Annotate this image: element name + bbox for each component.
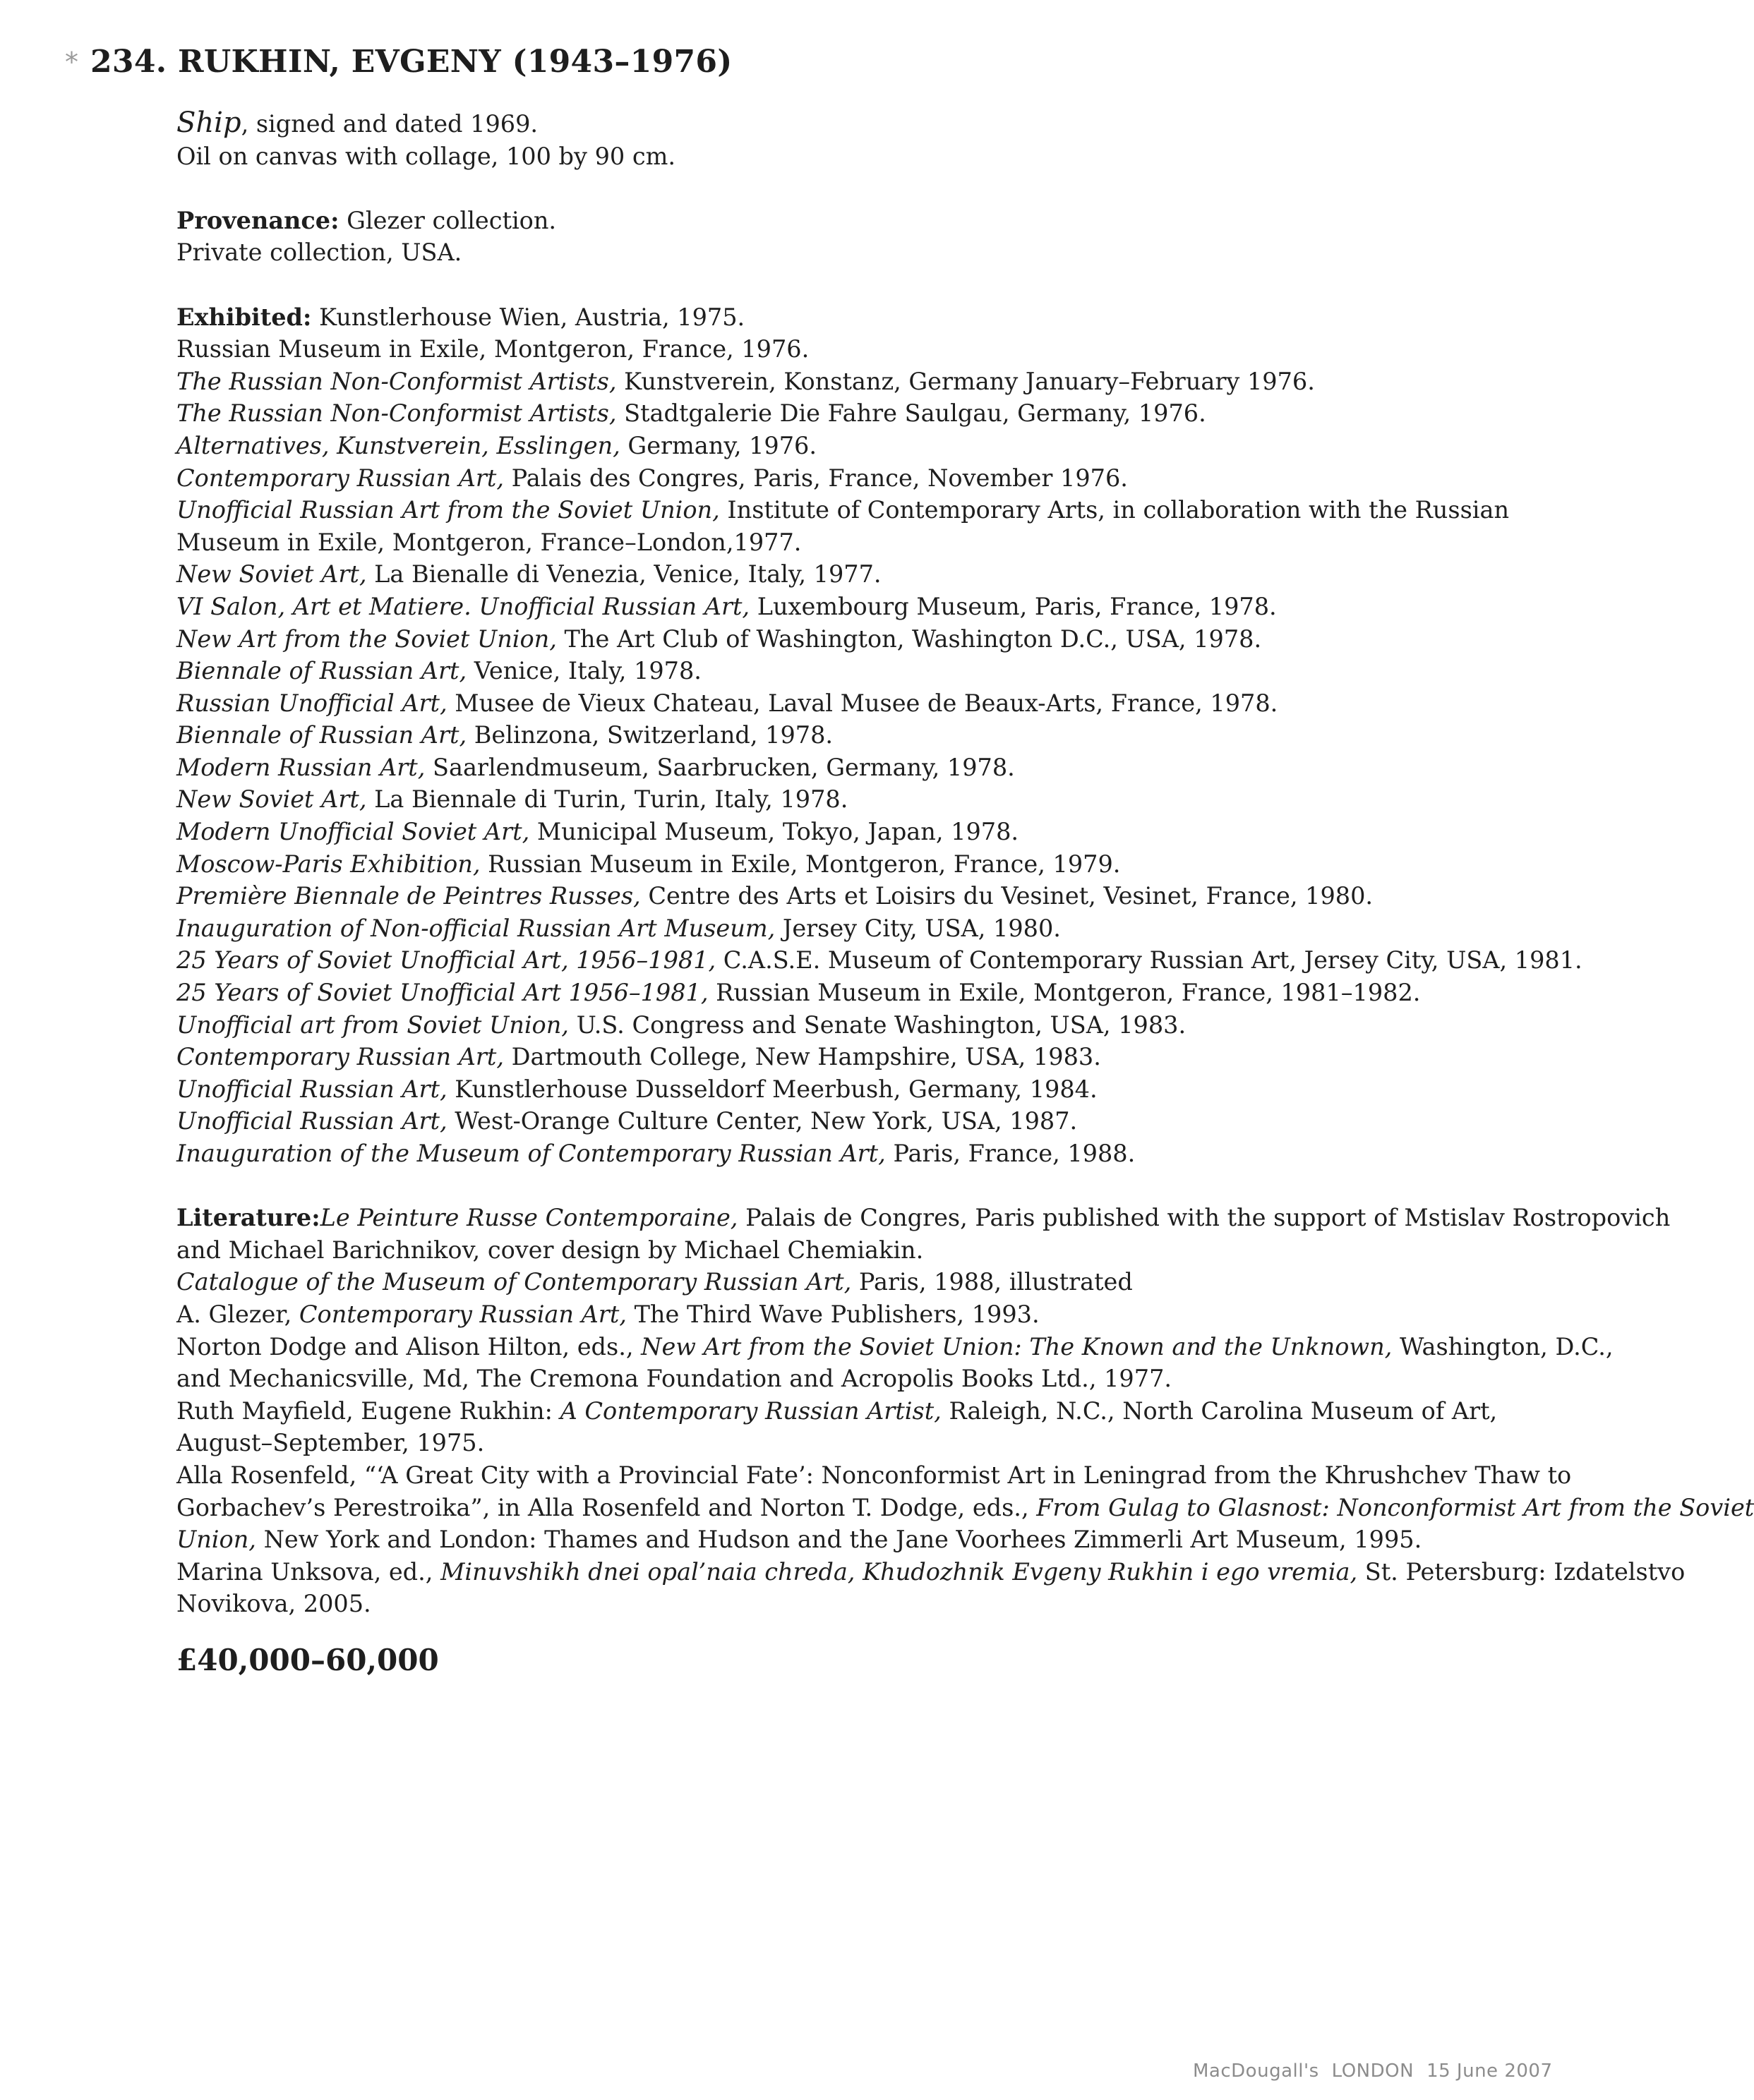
literature-text: A. Glezer, bbox=[176, 1300, 299, 1328]
literature-title: Contemporary Russian Art, bbox=[299, 1300, 627, 1328]
literature-text: Alla Rosenfeld, “‘A Great City with a Provincial Fate’: Nonconformist Art in Leningrad from the Khrushchev Thaw to bbox=[176, 1461, 1572, 1489]
exhibited-line bbox=[176, 752, 1560, 784]
exhibition-title: Inauguration of the Museum of Contemporary Russian Art, bbox=[176, 1140, 886, 1167]
literature-line bbox=[176, 1298, 1560, 1331]
exhibition-title: The Russian Non-Conformist Artists, bbox=[176, 399, 617, 428]
exhibition-venue: Jersey City, USA, 1980. bbox=[775, 914, 1061, 942]
literature-text: Raleigh, N.C., North Carolina Museum of Art, bbox=[941, 1396, 1498, 1425]
exhibited-line bbox=[176, 1073, 1560, 1106]
literature-text: Ruth Mayfield, Eugene Rukhin: bbox=[176, 1396, 560, 1425]
exhibition-venue: Luxembourg Museum, Paris, France, 1978. bbox=[750, 592, 1277, 620]
artwork-title-line bbox=[176, 107, 1560, 140]
provenance-line: Private collection, USA. bbox=[176, 239, 462, 267]
exhibition-title: Unofficial Russian Art from the Soviet Union, bbox=[176, 496, 720, 524]
exhibited-list bbox=[176, 333, 1582, 1169]
artwork-signed: , signed and dated 1969. bbox=[241, 110, 539, 138]
exhibition-title: Inauguration of Non-official Russian Art Museum, bbox=[176, 914, 776, 942]
exhibited-line bbox=[176, 783, 1560, 816]
exhibition-venue: Dartmouth College, New Hampshire, USA, 1983. bbox=[504, 1043, 1101, 1071]
literature-title: From Gulag to Glasnost: Nonconformist Art from the Soviet bbox=[1036, 1493, 1754, 1521]
footer-publisher: MacDougall's bbox=[1193, 2060, 1319, 2082]
literature-line bbox=[176, 1427, 1560, 1459]
exhibited-line bbox=[176, 623, 1560, 656]
literature-line bbox=[176, 1523, 1560, 1556]
footer-date: 15 June 2007 bbox=[1426, 2060, 1553, 2082]
exhibition-title: New Soviet Art, bbox=[176, 785, 367, 814]
exhibited-line bbox=[176, 1138, 1560, 1170]
literature-label: Literature: bbox=[176, 1204, 320, 1232]
exhibition-title: Unofficial Russian Art, bbox=[176, 1107, 447, 1135]
exhibited-line bbox=[176, 719, 1560, 752]
exhibited-line bbox=[176, 816, 1560, 848]
literature-line bbox=[176, 1234, 1560, 1267]
exhibited-line bbox=[176, 977, 1560, 1009]
provenance-label: Provenance: bbox=[176, 206, 340, 234]
exhibition-venue: Kunstverein, Konstanz, Germany January–February 1976. bbox=[616, 367, 1315, 395]
exhibition-venue: Venice, Italy, 1978. bbox=[467, 657, 702, 685]
literature-text: Marina Unksova, ed., bbox=[176, 1557, 441, 1586]
literature-text: Gorbachev’s Perestroika”, in Alla Rosenfeld and Norton T. Dodge, eds., bbox=[176, 1493, 1037, 1521]
exhibition-venue: Russian Museum in Exile, Montgeron, France, 1981–1982. bbox=[708, 979, 1421, 1007]
literature-line bbox=[176, 1459, 1572, 1492]
provenance-text: Glezer collection. bbox=[339, 206, 557, 234]
exhibition-title: Contemporary Russian Art, bbox=[176, 464, 505, 492]
exhibition-title: Biennale of Russian Art, bbox=[176, 721, 467, 749]
exhibition-venue: La Biennale di Turin, Turin, Italy, 1978. bbox=[366, 785, 848, 814]
literature-text: August–September, 1975. bbox=[176, 1429, 485, 1457]
exhibition-venue: Paris, France, 1988. bbox=[885, 1140, 1136, 1167]
page-footer bbox=[1193, 2060, 1565, 2082]
exhibition-title: The Russian Non-Conformist Artists, bbox=[176, 367, 617, 395]
exhibition-venue: Stadtgalerie Die Fahre Saulgau, Germany, 1976. bbox=[616, 399, 1206, 428]
literature-text: New York and London: Thames and Hudson and the Jane Voorhees Zimmerli Art Museum, 1995. bbox=[256, 1526, 1422, 1554]
exhibition-venue: U.S. Congress and Senate Washington, USA, 1983. bbox=[568, 1010, 1187, 1039]
exhibition-title: VI Salon, Art et Matiere. Unofficial Russian Art, bbox=[176, 592, 750, 620]
literature-text: Palais de Congres, Paris published with the support of Mstislav Rostropovich bbox=[738, 1204, 1671, 1232]
exhibited-line bbox=[176, 1041, 1560, 1073]
exhibition-title: 25 Years of Soviet Unofficial Art 1956–1981, bbox=[176, 979, 709, 1007]
exhibition-title: Première Biennale de Peintres Russes, bbox=[176, 882, 641, 910]
exhibition-venue: Municipal Museum, Tokyo, Japan, 1978. bbox=[529, 818, 1019, 846]
literature-text: St. Petersburg: Izdatelstvo bbox=[1357, 1557, 1686, 1586]
exhibited-line bbox=[176, 655, 1560, 687]
literature-line bbox=[176, 1202, 1671, 1234]
exhibition-title: Unofficial Russian Art, bbox=[176, 1075, 447, 1103]
literature-line bbox=[176, 1556, 1686, 1588]
exhibition-venue: Kunstlerhouse Dusseldorf Meerbush, Germany, 1984. bbox=[447, 1075, 1098, 1103]
literature-text: The Third Wave Publishers, 1993. bbox=[626, 1300, 1040, 1328]
exhibited-line bbox=[176, 558, 1560, 591]
literature-text: Paris, 1988, illustrated bbox=[851, 1268, 1133, 1296]
exhibited-text: Kunstlerhouse Wien, Austria, 1975. bbox=[311, 303, 745, 331]
artwork-medium: Oil on canvas with collage, 100 by 90 cm. bbox=[176, 142, 676, 170]
lot-heading: 234. RUKHIN, EVGENY (1943–1976) bbox=[90, 44, 733, 80]
exhibited-line bbox=[176, 1105, 1560, 1138]
lot-marker: * bbox=[65, 47, 78, 78]
exhibition-venue: West-Orange Culture Center, New York, USA, 1987. bbox=[447, 1107, 1078, 1135]
exhibited-line bbox=[176, 301, 1560, 334]
exhibition-venue: Museum in Exile, Montgeron, France–London,1977. bbox=[176, 528, 802, 556]
exhibited-line bbox=[176, 526, 1560, 559]
exhibition-venue: Belinzona, Switzerland, 1978. bbox=[467, 721, 834, 749]
exhibited-line bbox=[176, 494, 1560, 526]
exhibition-title: Modern Unofficial Soviet Art, bbox=[176, 818, 530, 846]
exhibited-line bbox=[176, 880, 1560, 912]
exhibition-venue: Russian Museum in Exile, Montgeron, France, 1976. bbox=[176, 335, 810, 363]
literature-line bbox=[176, 1395, 1560, 1428]
exhibited-line bbox=[176, 591, 1560, 623]
lot-description bbox=[176, 107, 1754, 1677]
literature-title: Le Peinture Russe Contemporaine, bbox=[320, 1204, 738, 1232]
exhibition-venue: La Bienalle di Venezia, Venice, Italy, 1977. bbox=[366, 560, 882, 589]
exhibition-venue: Germany, 1976. bbox=[620, 431, 817, 459]
exhibition-venue: The Art Club of Washington, Washington D.C., USA, 1978. bbox=[556, 624, 1262, 653]
exhibition-title: 25 Years of Soviet Unofficial Art, 1956–1981, bbox=[176, 946, 716, 974]
exhibition-venue: Centre des Arts et Loisirs du Vesinet, Vesinet, France, 1980. bbox=[640, 882, 1374, 910]
exhibited-line bbox=[176, 333, 1560, 366]
literature-text: Norton Dodge and Alison Hilton, eds., bbox=[176, 1332, 642, 1360]
literature-title: New Art from the Soviet Union: The Known and the Unknown, bbox=[641, 1332, 1393, 1360]
exhibited-line bbox=[176, 912, 1560, 945]
exhibition-title: Biennale of Russian Art, bbox=[176, 657, 467, 685]
exhibition-venue: Musee de Vieux Chateau, Laval Musee de Beaux-Arts, France, 1978. bbox=[447, 689, 1278, 717]
literature-text: Washington, D.C., bbox=[1392, 1332, 1614, 1360]
exhibition-venue: Saarlendmuseum, Saarbrucken, Germany, 1978. bbox=[425, 753, 1015, 781]
exhibition-title: Alternatives, Kunstverein, Esslingen, bbox=[176, 431, 620, 459]
exhibition-venue: Palais des Congres, Paris, France, November 1976. bbox=[504, 464, 1128, 492]
exhibited-line bbox=[176, 848, 1560, 881]
artwork-title: Ship bbox=[176, 107, 241, 139]
literature-line bbox=[176, 1588, 1560, 1620]
exhibited-line bbox=[176, 687, 1560, 720]
exhibition-venue: C.A.S.E. Museum of Contemporary Russian Art, Jersey City, USA, 1981. bbox=[716, 946, 1582, 974]
exhibition-venue: Institute of Contemporary Arts, in collaboration with the Russian bbox=[719, 496, 1510, 524]
exhibition-title: New Soviet Art, bbox=[176, 560, 367, 589]
exhibited-line bbox=[176, 366, 1560, 398]
exhibition-title: Modern Russian Art, bbox=[176, 753, 426, 781]
literature-line bbox=[176, 1266, 1560, 1298]
literature-text: Novikova, 2005. bbox=[176, 1590, 371, 1618]
literature-title: Union, bbox=[176, 1526, 256, 1554]
exhibited-line bbox=[176, 430, 1560, 462]
literature-title: A Contemporary Russian Artist, bbox=[560, 1396, 942, 1425]
exhibited-line bbox=[176, 397, 1560, 430]
exhibited-line bbox=[176, 462, 1560, 495]
exhibition-title: Russian Unofficial Art, bbox=[176, 689, 447, 717]
exhibition-title: Moscow-Paris Exhibition, bbox=[176, 850, 481, 878]
exhibited-line bbox=[176, 944, 1582, 977]
exhibition-venue: Russian Museum in Exile, Montgeron, France, 1979. bbox=[480, 850, 1121, 878]
literature-line bbox=[176, 1492, 1754, 1524]
literature-list bbox=[176, 1202, 1754, 1620]
exhibited-label: Exhibited: bbox=[176, 303, 312, 331]
literature-line bbox=[176, 1363, 1560, 1395]
footer-city: LONDON bbox=[1331, 2060, 1414, 2082]
literature-title: Catalogue of the Museum of Contemporary Russian Art, bbox=[176, 1268, 852, 1296]
literature-text: and Michael Barichnikov, cover design by Michael Chemiakin. bbox=[176, 1236, 924, 1264]
exhibited-line bbox=[176, 1009, 1560, 1042]
estimate: £40,000–60,000 bbox=[176, 1642, 439, 1677]
exhibition-title: Contemporary Russian Art, bbox=[176, 1043, 505, 1071]
literature-line bbox=[176, 1331, 1614, 1363]
literature-text: and Mechanicsville, Md, The Cremona Foundation and Acropolis Books Ltd., 1977. bbox=[176, 1365, 1172, 1393]
exhibition-title: Unofficial art from Soviet Union, bbox=[176, 1010, 569, 1039]
literature-title: Minuvshikh dnei opal’naia chreda, Khudozhnik Evgeny Rukhin i ego vremia, bbox=[440, 1557, 1358, 1586]
exhibition-title: New Art from the Soviet Union, bbox=[176, 624, 557, 653]
provenance-line bbox=[176, 205, 1560, 237]
